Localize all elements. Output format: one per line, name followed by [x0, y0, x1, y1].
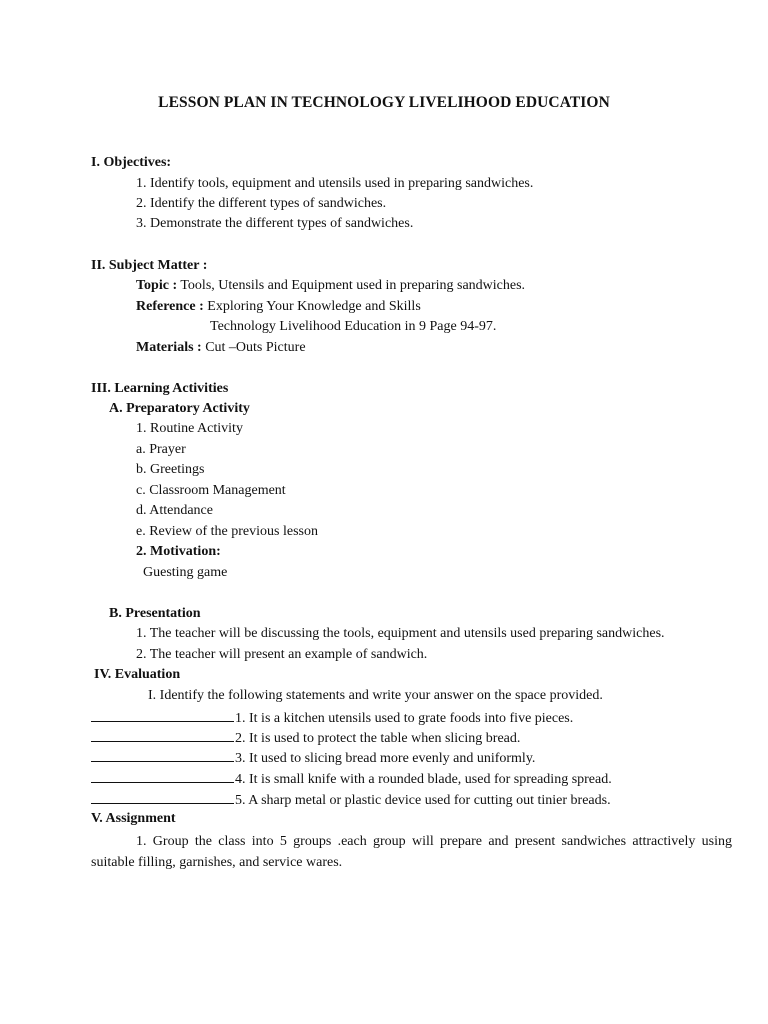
presentation-heading: B. Presentation — [109, 606, 201, 621]
preparatory-activity-heading: A. Preparatory Activity — [109, 401, 250, 416]
document-title: LESSON PLAN IN TECHNOLOGY LIVELIHOOD EDUCATION — [158, 94, 610, 111]
evaluation-question: 1. It is a kitchen utensils used to grate foods into five pieces. — [235, 711, 574, 726]
routine-activity: 1. Routine Activity — [136, 421, 243, 436]
evaluation-question: 4. It is small knife with a rounded blade, used for spreading spread. — [235, 772, 612, 787]
assignment-text: 1. Group the class into 5 groups .each group will prepare and present sandwiches attractively using suitable filling, garnishes, and service wares. — [91, 834, 732, 870]
routine-item: b. Greetings — [136, 462, 205, 477]
topic-value: Tools, Utensils and Equipment used in preparing sandwiches. — [177, 278, 526, 293]
evaluation-question: 3. It used to slicing bread more evenly and uniformly. — [235, 751, 536, 766]
evaluation-item — [91, 769, 612, 789]
answer-blank[interactable] — [91, 708, 234, 722]
objectives-heading: I. Objectives: — [91, 155, 172, 170]
evaluation-question: 2. It is used to protect the table when slicing bread. — [235, 731, 521, 746]
reference-label: Reference : — [136, 299, 204, 314]
evaluation-question: 5. A sharp metal or plastic device used for cutting out tinier breads. — [235, 793, 611, 808]
answer-blank[interactable] — [91, 728, 234, 742]
presentation-item: 1. The teacher will be discussing the tools, equipment and utensils used preparing sandwiches. — [136, 626, 665, 641]
materials-value: Cut –Outs Picture — [201, 340, 306, 355]
routine-item: a. Prayer — [136, 442, 186, 457]
reference-value: Exploring Your Knowledge and Skills — [203, 299, 421, 314]
topic-label: Topic : — [136, 278, 178, 293]
answer-blank[interactable] — [91, 769, 234, 783]
routine-item: d. Attendance — [136, 503, 213, 518]
reference-line — [136, 298, 421, 316]
evaluation-item — [91, 790, 611, 810]
motivation-text: Guesting game — [143, 565, 228, 580]
evaluation-item — [91, 708, 573, 728]
objective-item: 1. Identify tools, equipment and utensils used in preparing sandwiches. — [136, 176, 534, 191]
learning-activities-heading: III. Learning Activities — [91, 381, 229, 396]
objective-item: 2. Identify the different types of sandwiches. — [136, 196, 387, 211]
motivation-heading: 2. Motivation: — [136, 544, 221, 559]
evaluation-item — [91, 748, 535, 768]
presentation-item: 2. The teacher will present an example of sandwich. — [136, 647, 428, 662]
reference-value-continued: Technology Livelihood Education in 9 Page 94-97. — [210, 319, 497, 334]
routine-item: e. Review of the previous lesson — [136, 524, 318, 539]
subject-matter-heading: II. Subject Matter : — [91, 258, 208, 273]
materials-label: Materials : — [136, 340, 202, 355]
answer-blank[interactable] — [91, 790, 234, 804]
evaluation-heading: IV. Evaluation — [94, 667, 181, 682]
evaluation-instruction: I. Identify the following statements and write your answer on the space provided. — [148, 688, 603, 703]
topic-line — [136, 277, 525, 295]
objective-item: 3. Demonstrate the different types of sandwiches. — [136, 216, 414, 231]
materials-line — [136, 339, 306, 357]
routine-item: c. Classroom Management — [136, 483, 286, 498]
assignment-heading: V. Assignment — [91, 811, 176, 826]
answer-blank[interactable] — [91, 748, 234, 762]
evaluation-item — [91, 728, 520, 748]
